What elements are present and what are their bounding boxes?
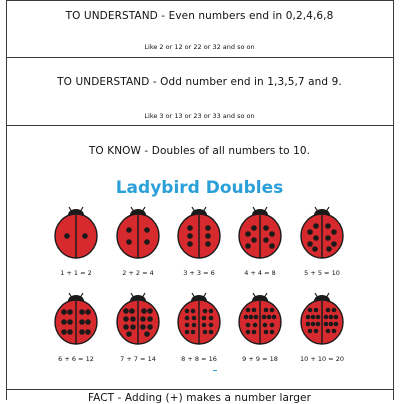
top-border <box>6 0 393 1</box>
equation-label: 10 + 10 = 20 <box>300 355 344 363</box>
ladybird-dot <box>246 330 251 335</box>
ladybird-dot <box>141 308 147 314</box>
ladybird-5 <box>297 206 347 262</box>
ladybird-dot <box>130 324 136 330</box>
ladybird-dot <box>312 246 318 252</box>
ladybird-dot <box>326 246 332 252</box>
ladybird-dot <box>147 316 153 322</box>
ladybird-dot <box>325 235 331 241</box>
ladybird-dot <box>314 329 319 334</box>
ladybird-dot <box>252 308 257 313</box>
ladybird-dot <box>185 316 190 321</box>
equation-label: 8 + 8 = 16 <box>181 355 217 363</box>
ladybird-dot <box>262 315 267 320</box>
ladybird-dot <box>203 330 208 335</box>
ladybird-dot <box>332 308 337 313</box>
ladybird-dot <box>264 308 269 313</box>
ladybird-dot <box>331 241 337 247</box>
equation-label: 1 + 1 = 2 <box>60 269 92 277</box>
odd-example: Like 3 or 13 or 23 or 33 and so on <box>144 112 255 120</box>
equation-label: 2 + 2 = 4 <box>122 269 154 277</box>
ladybird-dot <box>249 315 254 320</box>
ladybird-dot <box>85 309 91 315</box>
blue-mark <box>213 370 217 371</box>
ladybird-dot <box>246 323 251 328</box>
ladybird-dot <box>245 243 251 249</box>
equation-label: 6 + 6 = 12 <box>58 355 94 363</box>
even-heading: TO UNDERSTAND - Even numbers end in 0,2,4,6,8 <box>65 10 334 22</box>
ladybird-4 <box>235 206 285 262</box>
ladybird-dot <box>263 237 269 243</box>
equation-label: 9 + 9 = 18 <box>242 355 278 363</box>
ladybird-dot <box>61 329 67 335</box>
even-example: Like 2 or 12 or 22 or 32 and so on <box>144 43 255 51</box>
divider-3 <box>6 389 393 390</box>
ladybird-dot <box>147 324 153 330</box>
odd-heading: TO UNDERSTAND - Odd number end in 1,3,5,7 and 9. <box>57 76 342 88</box>
ladybird-dot <box>329 322 334 327</box>
ladybird-dot <box>311 315 316 320</box>
ladybird-9 <box>235 292 285 348</box>
poster-title: Ladybird Doubles <box>115 178 284 198</box>
ladybird-dot <box>67 319 73 325</box>
ladybird-dot <box>269 231 275 237</box>
ladybird-dot <box>144 239 150 245</box>
equation-label: 3 + 3 = 6 <box>183 269 215 277</box>
ladybird-dot <box>144 227 150 233</box>
ladybird-dot <box>267 315 272 320</box>
equation-label: 5 + 5 = 10 <box>304 269 340 277</box>
ladybird-dot <box>126 239 132 245</box>
ladybird-dot <box>334 315 339 320</box>
ladybird-dot <box>316 315 321 320</box>
ladybird-dot <box>272 315 277 320</box>
ladybird-dot <box>79 319 85 325</box>
divider-1 <box>6 57 393 58</box>
ladybird-dot <box>306 322 311 327</box>
ladybird-dot <box>246 308 251 313</box>
ladybird-dot <box>324 315 329 320</box>
ladybird-dot <box>253 323 258 328</box>
ladybird-dot <box>324 322 329 327</box>
ladybird-dot <box>191 309 196 314</box>
ladybird-dot <box>326 308 331 313</box>
ladybird-dot <box>254 315 259 320</box>
ladybird-dot <box>316 322 321 327</box>
ladybird-dot <box>308 308 313 313</box>
fact-heading: FACT - Adding (+) makes a number larger <box>87 392 312 404</box>
ladybird-dot <box>67 329 73 335</box>
ladybird-dot <box>205 233 211 239</box>
ladybird-dot <box>187 241 193 247</box>
ladybird-dot <box>203 309 208 314</box>
ladybird-dot <box>251 225 257 231</box>
ladybird-dot <box>264 330 269 335</box>
ladybird-dot <box>123 316 129 322</box>
ladybird-dot <box>245 231 251 237</box>
ladybird-dot <box>209 316 214 321</box>
ladybird-dot <box>205 241 211 247</box>
ladybird-dot <box>314 308 319 313</box>
ladybird-dot <box>334 322 339 327</box>
ladybird-dot <box>306 315 311 320</box>
ladybird-dot <box>144 331 150 337</box>
ladybird-6 <box>51 292 101 348</box>
left-border <box>6 0 7 400</box>
ladybird-dot <box>85 329 91 335</box>
ladybird-dot <box>331 229 337 235</box>
ladybird-dot <box>79 329 85 335</box>
ladybird-dot <box>85 319 91 325</box>
ladybird-1 <box>51 206 101 262</box>
ladybird-dot <box>129 308 135 314</box>
ladybird-dot <box>82 233 88 239</box>
ladybird-dot <box>192 316 197 321</box>
ladybird-dot <box>202 316 207 321</box>
ladybird-dot <box>326 329 331 334</box>
ladybird-dot <box>307 229 313 235</box>
ladybird-dot <box>307 241 313 247</box>
ladybird-dot <box>209 323 214 328</box>
right-border <box>393 0 394 400</box>
equation-label: 4 + 4 = 8 <box>244 269 276 277</box>
ladybird-8 <box>174 292 224 348</box>
ladybird-dot <box>263 225 269 231</box>
ladybird-dot <box>126 331 132 337</box>
ladybird-dot <box>185 330 190 335</box>
ladybird-dot <box>311 322 316 327</box>
ladybird-dot <box>130 316 136 322</box>
ladybird-dot <box>147 308 153 314</box>
ladybird-dot <box>269 243 275 249</box>
ladybird-dot <box>313 223 319 229</box>
ladybird-dot <box>209 309 214 314</box>
doubles-heading: TO KNOW - Doubles of all numbers to 10. <box>88 145 311 157</box>
ladybird-dot <box>61 319 67 325</box>
ladybird-dot <box>325 223 331 229</box>
divider-2 <box>6 125 393 126</box>
ladybird-dot <box>270 308 275 313</box>
ladybird-7 <box>113 292 163 348</box>
ladybird-dot <box>126 227 132 233</box>
ladybird-dot <box>205 225 211 231</box>
ladybird-3 <box>174 206 224 262</box>
ladybird-dot <box>64 233 70 239</box>
equation-label: 7 + 7 = 14 <box>120 355 156 363</box>
ladybird-dot <box>67 309 73 315</box>
ladybird-dot <box>270 330 275 335</box>
ladybird-dot <box>187 233 193 239</box>
ladybird-dot <box>252 330 257 335</box>
ladybird-dot <box>192 323 197 328</box>
ladybird-dot <box>313 235 319 241</box>
ladybird-dot <box>123 324 129 330</box>
ladybird-dot <box>140 324 146 330</box>
ladybird-dot <box>329 315 334 320</box>
ladybird-dot <box>251 237 257 243</box>
ladybird-dot <box>332 329 337 334</box>
ladybird-dot <box>123 308 129 314</box>
ladybird-dot <box>185 323 190 328</box>
ladybird-dot <box>244 315 249 320</box>
ladybird-dot <box>79 309 85 315</box>
ladybird-dot <box>185 309 190 314</box>
ladybird-10 <box>297 292 347 348</box>
ladybird-dot <box>263 323 268 328</box>
ladybird-dot <box>61 309 67 315</box>
ladybird-2 <box>113 206 163 262</box>
ladybird-dot <box>270 323 275 328</box>
ladybird-dot <box>209 330 214 335</box>
ladybird-dot <box>140 316 146 322</box>
ladybird-dot <box>308 329 313 334</box>
ladybird-dot <box>187 225 193 231</box>
ladybird-dot <box>191 330 196 335</box>
ladybird-dot <box>202 323 207 328</box>
